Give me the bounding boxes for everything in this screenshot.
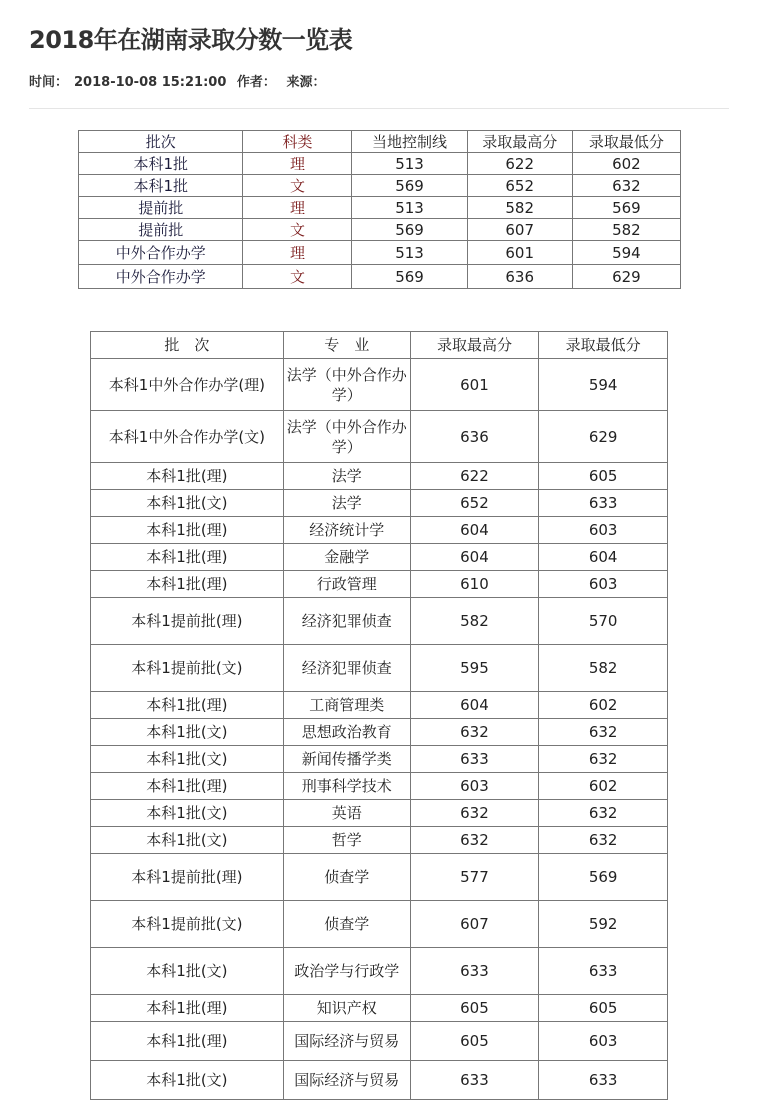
table-cell: 本科1中外合作办学(理) [91,359,284,411]
table-cell: 629 [539,411,668,463]
table-cell: 636 [410,411,539,463]
table-cell: 提前批 [79,197,243,219]
table-row [91,411,668,463]
table-cell: 592 [539,901,668,948]
table-cell: 569 [539,854,668,901]
table-cell: 582 [410,598,539,645]
table-cell: 提前批 [79,219,243,241]
table-cell: 本科1批(文) [91,1061,284,1100]
table-cell: 577 [410,854,539,901]
table-cell: 629 [572,265,680,289]
table-row [91,1061,668,1100]
divider [29,108,729,109]
table-row [79,265,681,289]
table-cell: 604 [410,544,539,571]
table-cell: 605 [410,1022,539,1061]
table-cell: 国际经济与贸易 [283,1022,410,1061]
column-header: 科类 [243,131,352,153]
table-cell: 法学 [283,463,410,490]
table-cell: 理 [243,153,352,175]
table-cell: 602 [539,692,668,719]
table-row [79,197,681,219]
table-cell: 中外合作办学 [79,265,243,289]
table-cell: 633 [539,490,668,517]
table-cell: 本科1批(理) [91,544,284,571]
table-cell: 工商管理类 [283,692,410,719]
table-cell: 中外合作办学 [79,241,243,265]
table-cell: 思想政治教育 [283,719,410,746]
table-cell: 632 [410,719,539,746]
column-header: 录取最高分 [410,332,539,359]
table-cell: 632 [410,800,539,827]
table-cell: 602 [572,153,680,175]
time-value: 2018-10-08 15:21:00 [74,75,227,90]
table-cell: 本科1批 [79,153,243,175]
table-row [91,901,668,948]
table-row [91,948,668,995]
column-header: 批次 [79,131,243,153]
table-cell: 本科1批 [79,175,243,197]
table-row [91,598,668,645]
table-cell: 英语 [283,800,410,827]
table-cell: 632 [410,827,539,854]
table-cell: 603 [539,517,668,544]
table-cell: 607 [410,901,539,948]
major-score-table [90,331,668,1100]
author-label: 作者： [236,75,276,90]
table-cell: 本科1批(文) [91,490,284,517]
table-cell: 605 [539,463,668,490]
table-cell: 603 [539,1022,668,1061]
table-cell: 632 [539,746,668,773]
table-row [91,800,668,827]
table-cell: 622 [467,153,572,175]
column-header: 录取最高分 [467,131,572,153]
table-cell: 569 [572,197,680,219]
table-row [79,175,681,197]
table-cell: 513 [352,197,467,219]
table-cell: 行政管理 [283,571,410,598]
table-cell: 604 [539,544,668,571]
table-cell: 本科1批(文) [91,948,284,995]
table-cell: 文 [243,265,352,289]
table-cell: 法学（中外合作办学） [283,411,410,463]
header-row [79,131,681,153]
table-cell: 603 [410,773,539,800]
table-row [79,241,681,265]
table-cell: 本科1提前批(文) [91,645,284,692]
page-title: 2018年在湖南录取分数一览表 [29,26,353,54]
table-cell: 607 [467,219,572,241]
table-row [91,645,668,692]
table-cell: 601 [467,241,572,265]
column-header: 专 业 [283,332,410,359]
control-line-table [78,130,681,289]
table-cell: 本科1批(文) [91,719,284,746]
table-cell: 652 [410,490,539,517]
table-cell: 国际经济与贸易 [283,1061,410,1100]
table-cell: 569 [352,265,467,289]
table-cell: 604 [410,517,539,544]
column-header: 录取最低分 [539,332,668,359]
table-cell: 610 [410,571,539,598]
table-cell: 侦查学 [283,901,410,948]
table-cell: 513 [352,241,467,265]
table-cell: 法学 [283,490,410,517]
table-cell: 经济犯罪侦查 [283,645,410,692]
column-header: 录取最低分 [572,131,680,153]
table-row [91,544,668,571]
table-cell: 632 [539,827,668,854]
article-meta [29,71,331,90]
table-cell: 633 [410,948,539,995]
column-header: 批 次 [91,332,284,359]
table-cell: 经济犯罪侦查 [283,598,410,645]
table-cell: 刑事科学技术 [283,773,410,800]
table-cell: 本科1提前批(理) [91,598,284,645]
table-row [91,854,668,901]
table-cell: 本科1批(理) [91,463,284,490]
table-cell: 文 [243,219,352,241]
table-cell: 本科1批(文) [91,800,284,827]
table-row [91,1022,668,1061]
table-cell: 本科1提前批(文) [91,901,284,948]
table-cell: 603 [539,571,668,598]
table-row [91,827,668,854]
table-cell: 金融学 [283,544,410,571]
table-row [91,719,668,746]
table-cell: 本科1中外合作办学(文) [91,411,284,463]
table-cell: 633 [410,746,539,773]
source-label: 来源： [286,75,326,90]
table-cell: 582 [572,219,680,241]
table-cell: 侦查学 [283,854,410,901]
table-cell: 569 [352,175,467,197]
table-cell: 632 [539,719,668,746]
table-cell: 本科1批(理) [91,692,284,719]
table-cell: 政治学与行政学 [283,948,410,995]
table-cell: 622 [410,463,539,490]
table-cell: 569 [352,219,467,241]
table-cell: 632 [572,175,680,197]
table-cell: 633 [410,1061,539,1100]
table-cell: 本科1批(理) [91,773,284,800]
table-cell: 604 [410,692,539,719]
table-cell: 本科1批(理) [91,995,284,1022]
table-cell: 601 [410,359,539,411]
table-cell: 594 [539,359,668,411]
table-cell: 知识产权 [283,995,410,1022]
table-cell: 570 [539,598,668,645]
table-cell: 513 [352,153,467,175]
table-cell: 605 [539,995,668,1022]
table-cell: 文 [243,175,352,197]
table-row [91,463,668,490]
table-cell: 602 [539,773,668,800]
table-cell: 本科1批(理) [91,571,284,598]
table-cell: 理 [243,241,352,265]
table-cell: 理 [243,197,352,219]
table-cell: 582 [467,197,572,219]
table-cell: 法学（中外合作办学） [283,359,410,411]
table-cell: 经济统计学 [283,517,410,544]
table-row [91,517,668,544]
table-cell: 594 [572,241,680,265]
table-row [91,995,668,1022]
table-cell: 哲学 [283,827,410,854]
table-cell: 本科1批(文) [91,827,284,854]
table-cell: 633 [539,948,668,995]
table-cell: 582 [539,645,668,692]
table-row [79,153,681,175]
table-cell: 本科1批(理) [91,1022,284,1061]
table-cell: 本科1批(文) [91,746,284,773]
table-row [91,773,668,800]
table-cell: 632 [539,800,668,827]
table-row [91,746,668,773]
table-cell: 636 [467,265,572,289]
header-row [91,332,668,359]
table-cell: 本科1提前批(理) [91,854,284,901]
table-row [91,359,668,411]
table-cell: 633 [539,1061,668,1100]
table-cell: 595 [410,645,539,692]
time-label: 时间： [29,75,69,90]
table-row [91,571,668,598]
table-row [91,490,668,517]
table-cell: 605 [410,995,539,1022]
table-cell: 652 [467,175,572,197]
table-cell: 本科1批(理) [91,517,284,544]
table-row [91,692,668,719]
table-row [79,219,681,241]
column-header: 当地控制线 [352,131,467,153]
table-cell: 新闻传播学类 [283,746,410,773]
